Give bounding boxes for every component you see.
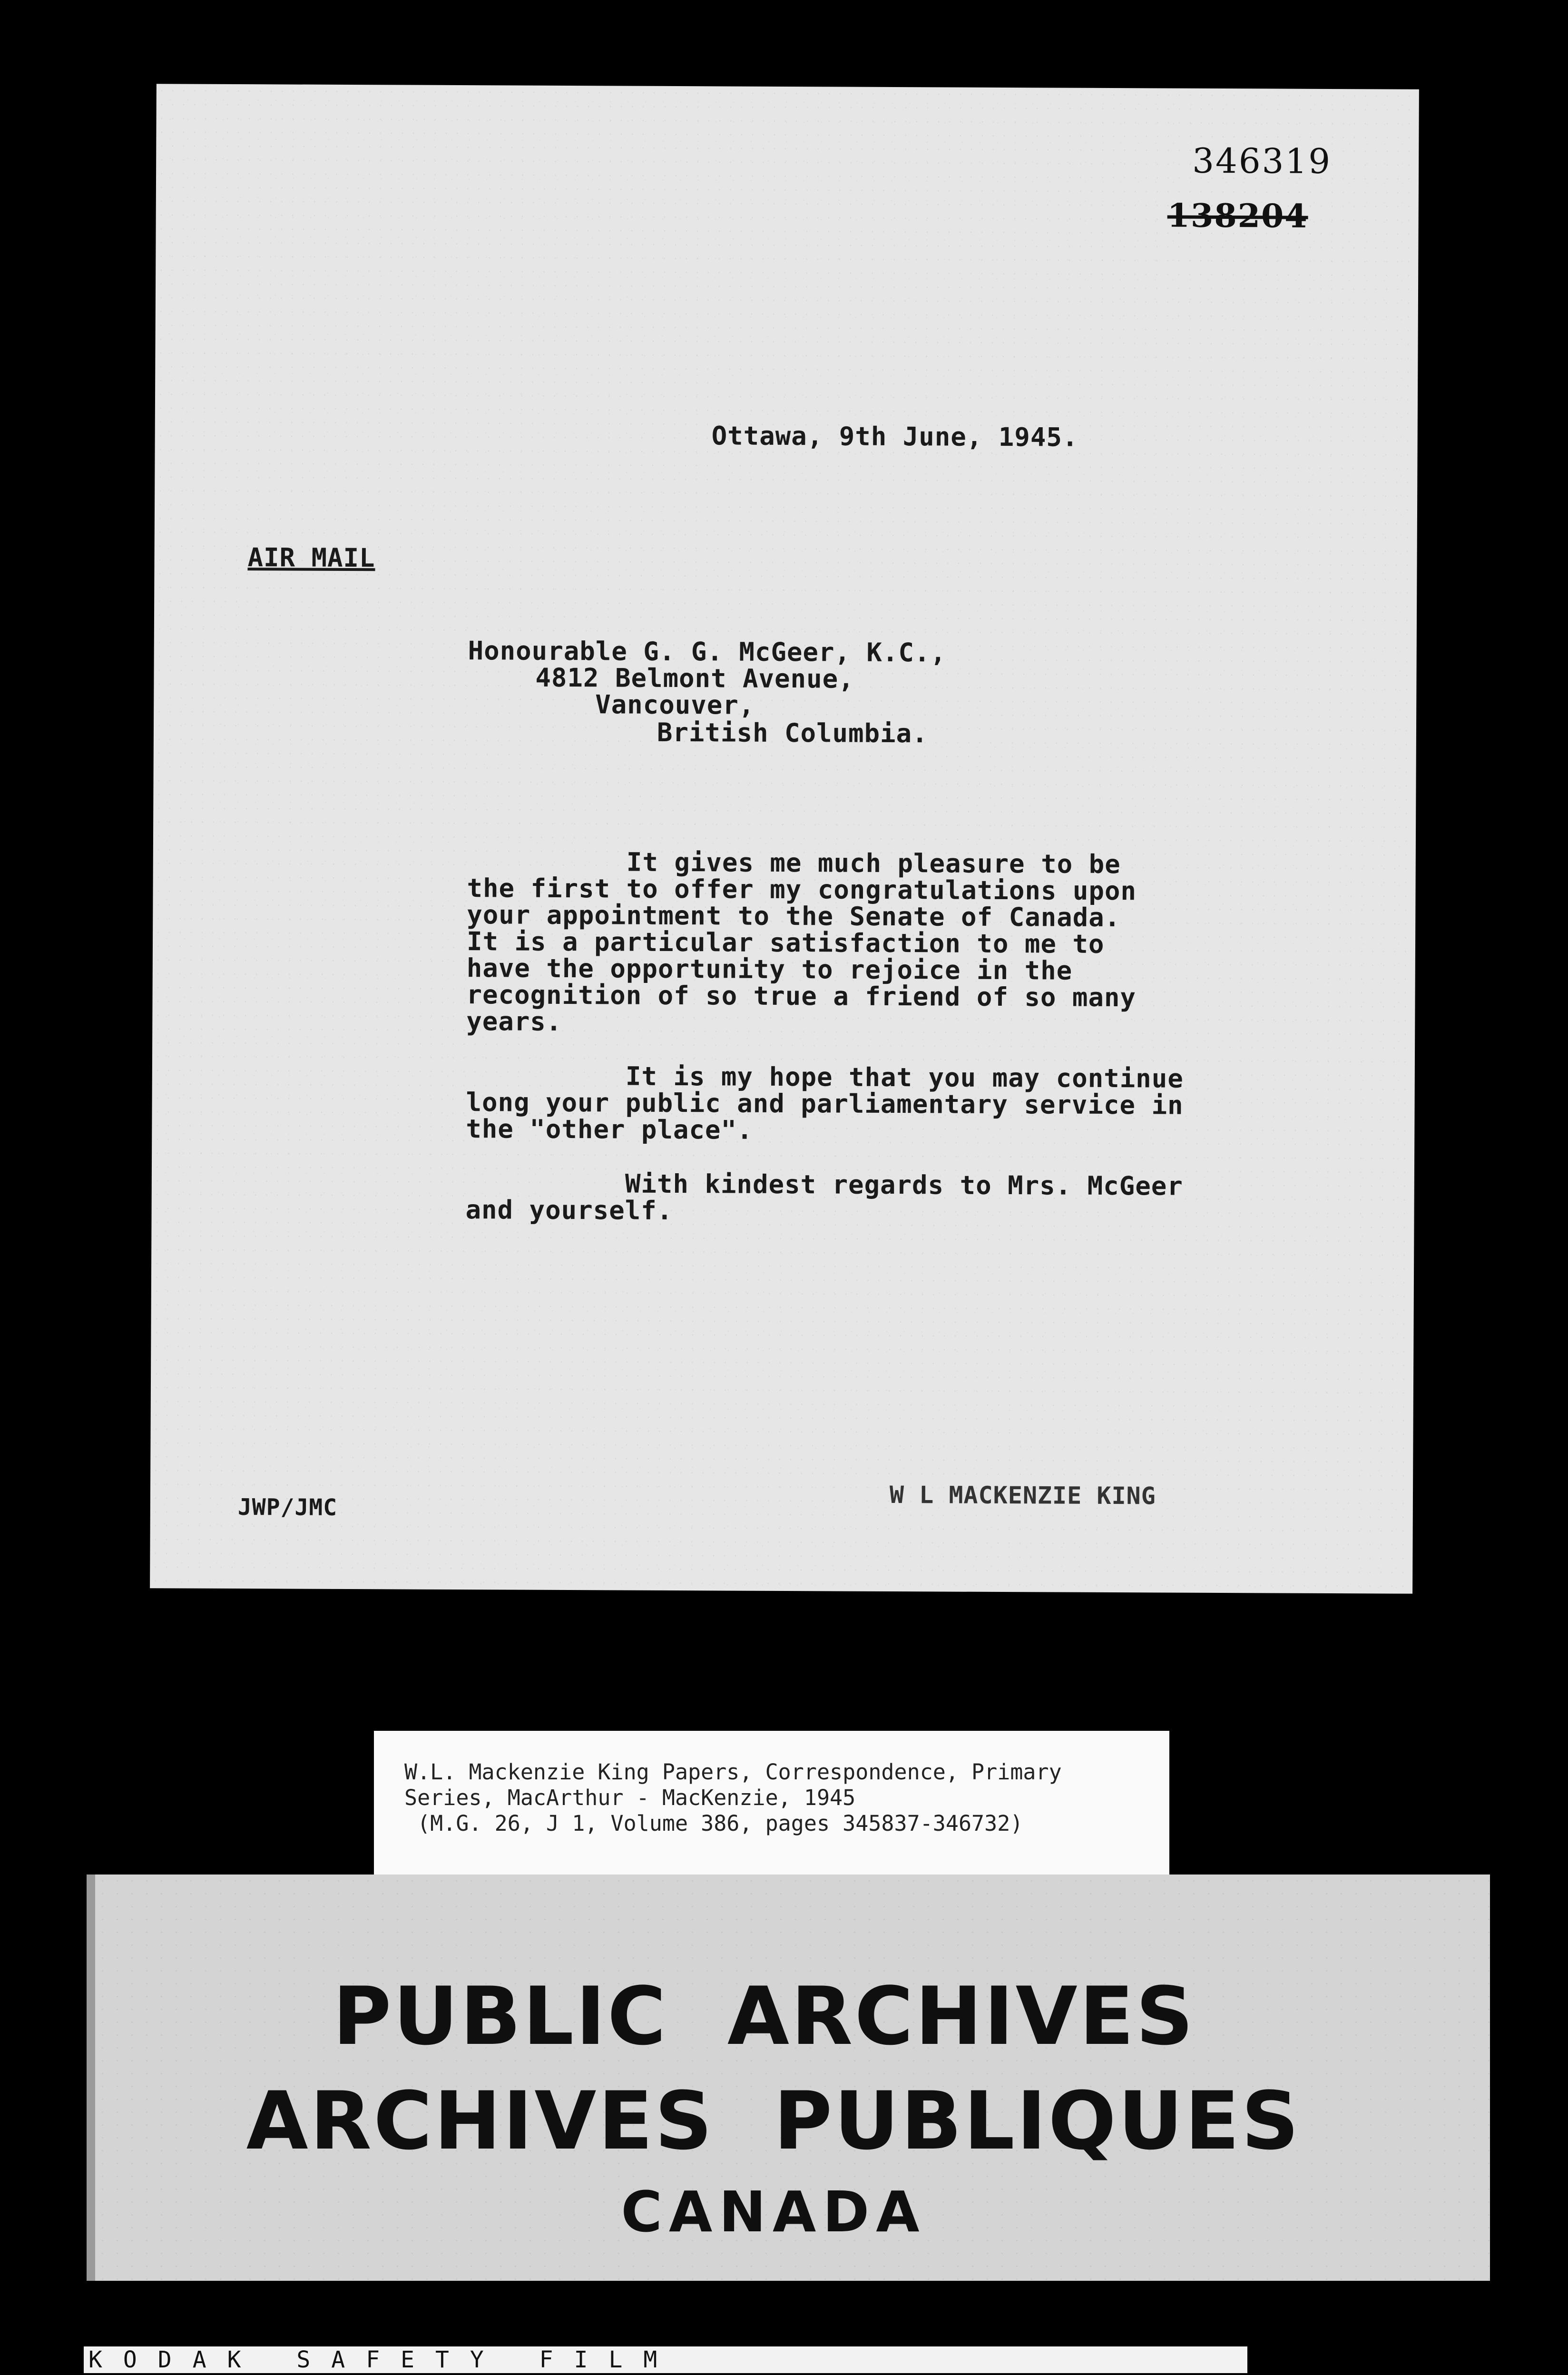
letter-paragraph-2: It is my hope that you may continue long your public and parliamentary service in the "other place". [466, 1060, 1184, 1145]
file-number-new: 346319 [1192, 140, 1332, 182]
letter-date: Ottawa, 9th June, 1945. [711, 421, 1078, 452]
address-line-3: Vancouver, [595, 689, 755, 720]
stamp-line-country: CANADA [621, 2179, 926, 2245]
letter-paragraph-1: It gives me much pleasure to be the first to offer my congratulations upon your appointment to the Senate of Canada. It is a particular satisfaction to me to have the opportunity to rejoice in the recognition of so true a friend of so many years. [466, 846, 1137, 1037]
file-number-old-struck: 138204 [1167, 196, 1308, 236]
address-line-2: 4812 Belmont Avenue, [535, 662, 854, 694]
typist-initials: JWP/JMC [237, 1493, 338, 1521]
caption-line-1: W.L. Mackenzie King Papers, Correspondence, Primary [404, 1759, 1062, 1785]
letter-paragraph-3: With kindest regards to Mrs. McGeer and yourself. [465, 1168, 1183, 1226]
stamp-line-english: PUBLIC ARCHIVES [333, 1970, 1196, 2063]
signature-line: W L MACKENZIE KING [889, 1481, 1156, 1510]
stamp-line-french: ARCHIVES PUBLIQUES [246, 2074, 1301, 2168]
caption-line-2: Series, MacArthur - MacKenzie, 1945 [404, 1785, 856, 1810]
film-edge-strip [84, 2346, 1247, 2373]
film-edge-text: KODAK SAFETY FILM [88, 2346, 678, 2373]
archive-caption [374, 1731, 1169, 1882]
archives-stamp [87, 1874, 1490, 2281]
caption-line-3: (M.G. 26, J 1, Volume 386, pages 345837-346732) [404, 1811, 1023, 1836]
letter-page [150, 84, 1419, 1594]
delivery-method: AIR MAIL [247, 542, 375, 573]
address-line-1: Honourable G. G. McGeer, K.C., [468, 636, 947, 668]
address-line-4: British Columbia. [657, 717, 928, 749]
